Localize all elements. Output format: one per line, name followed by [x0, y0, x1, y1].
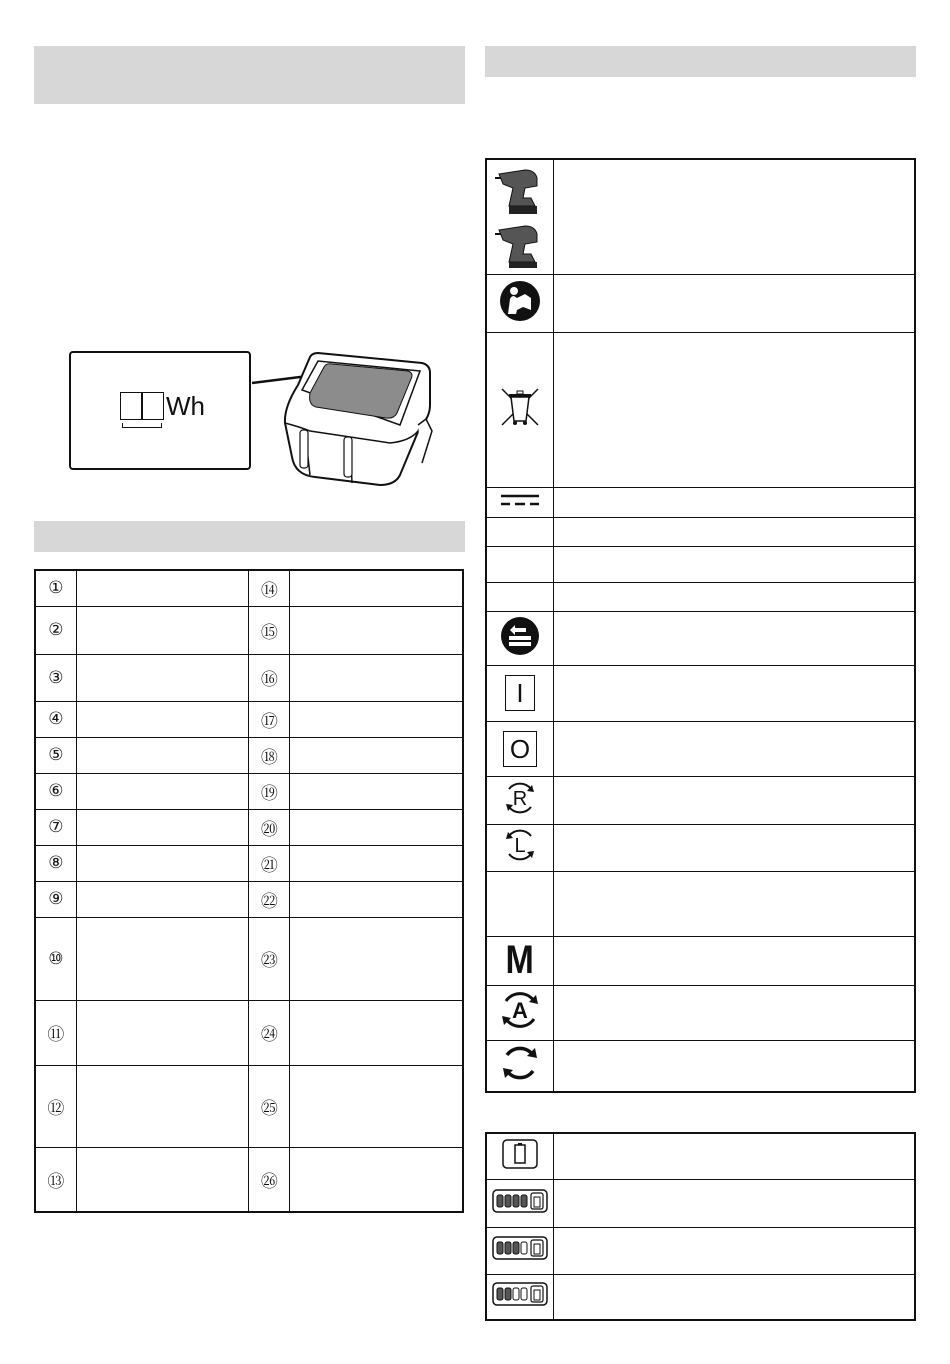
- symbol-row: [486, 776, 915, 824]
- battery-row: [486, 1227, 915, 1274]
- on-icon-cell: [486, 665, 554, 721]
- manual-mode-icon: M: [505, 938, 535, 982]
- r-letter: R: [512, 787, 528, 810]
- wh-value-boxes: [120, 392, 164, 420]
- symbol-description: [554, 985, 916, 1040]
- battery-description: [554, 1227, 916, 1274]
- parts-row: [35, 881, 463, 917]
- part-description: [290, 809, 463, 845]
- symbol-description: [554, 936, 916, 985]
- auto-mode-icon-cell: [486, 985, 554, 1040]
- section-header-left-top: [34, 46, 465, 104]
- symbol-description: [554, 332, 916, 487]
- symbol-description: [554, 159, 916, 274]
- battery-description: [554, 1274, 916, 1320]
- parts-row: [35, 654, 463, 701]
- symbol-description: [554, 611, 916, 665]
- empty-icon-cell: [486, 517, 554, 546]
- cycle-icon-cell: [486, 1040, 554, 1092]
- auto-mode-icon: [499, 989, 541, 1031]
- battery-bar-empty: [513, 1288, 519, 1300]
- part-description: [290, 773, 463, 809]
- part-number: ⑮: [249, 606, 290, 654]
- battery-pack-icon: [240, 345, 440, 495]
- part-description: [290, 606, 463, 654]
- part-description: [290, 1065, 463, 1147]
- symbol-row: [486, 517, 915, 546]
- symbol-description: [554, 824, 916, 871]
- battery-bar-filled: [505, 1288, 511, 1300]
- drill-icon-cell: [486, 159, 554, 274]
- battery-bar-filled: [505, 1242, 511, 1254]
- battery-indicator-icon: [502, 1139, 538, 1169]
- battery-bar-filled: [497, 1242, 503, 1254]
- symbols-table: [485, 158, 916, 1093]
- part-description: [290, 1147, 463, 1212]
- part-number: ㉒: [249, 881, 290, 917]
- a-letter: A: [512, 998, 528, 1023]
- symbol-row: [486, 871, 915, 936]
- part-description: [290, 881, 463, 917]
- symbol-row: [486, 824, 915, 871]
- symbol-row: [486, 332, 915, 487]
- part-description: [76, 1065, 249, 1147]
- battery-level-3-icon: [492, 1236, 548, 1260]
- battery-removal-icon-cell: [486, 611, 554, 665]
- part-number: ㉖: [249, 1147, 290, 1212]
- part-number: ⑦: [35, 809, 76, 845]
- part-number: ⑯: [249, 654, 290, 701]
- battery-bar-filled: [505, 1195, 511, 1207]
- symbol-row: [486, 985, 915, 1040]
- symbol-description: [554, 274, 916, 332]
- part-number: ③: [35, 654, 76, 701]
- parts-table: [34, 569, 464, 1213]
- part-number: ⑭: [249, 570, 290, 606]
- symbol-description: [554, 665, 916, 721]
- on-switch-icon: I: [505, 675, 535, 711]
- part-description: [290, 701, 463, 737]
- parts-row: [35, 917, 463, 1000]
- symbol-row: [486, 582, 915, 611]
- parts-row: [35, 809, 463, 845]
- parts-row: [35, 845, 463, 881]
- part-number: ⑧: [35, 845, 76, 881]
- part-number: ⑫: [35, 1065, 76, 1147]
- part-description: [290, 1000, 463, 1065]
- part-number: ㉓: [249, 917, 290, 1000]
- battery-empty-cell: [486, 1133, 554, 1179]
- parts-row: [35, 737, 463, 773]
- part-description: [76, 1000, 249, 1065]
- off-icon-cell: [486, 721, 554, 776]
- symbol-description: [554, 1040, 916, 1092]
- battery-bar-filled: [513, 1195, 519, 1207]
- part-description: [76, 570, 249, 606]
- part-number: ⑳: [249, 809, 290, 845]
- symbol-description: [554, 517, 916, 546]
- weee-icon-cell: [486, 332, 554, 487]
- empty-icon-cell: [486, 582, 554, 611]
- battery-bar-filled: [513, 1242, 519, 1254]
- part-description: [290, 654, 463, 701]
- parts-row: [35, 773, 463, 809]
- part-number: ⑨: [35, 881, 76, 917]
- empty-icon-cell: [486, 546, 554, 582]
- symbol-row: [486, 721, 915, 776]
- battery-level-table: [485, 1132, 916, 1321]
- mode-m-icon-cell: [486, 936, 554, 985]
- section-header-right-top: [485, 46, 916, 77]
- symbol-description: [554, 582, 916, 611]
- part-number: ⑪: [35, 1000, 76, 1065]
- read-manual-icon: [499, 280, 541, 322]
- parts-row: [35, 606, 463, 654]
- battery-bar-filled: [497, 1288, 503, 1300]
- symbol-description: [554, 776, 916, 824]
- part-description: [290, 570, 463, 606]
- parts-row: [35, 1147, 463, 1212]
- part-description: [76, 773, 249, 809]
- part-description: [290, 737, 463, 773]
- battery-level-cell: [486, 1274, 554, 1320]
- battery-row: [486, 1274, 915, 1320]
- part-number: ⑩: [35, 917, 76, 1000]
- symbol-description: [554, 546, 916, 582]
- symbol-row: [486, 1040, 915, 1092]
- part-description: [76, 654, 249, 701]
- crossed-out-bin-icon: [498, 385, 542, 429]
- rotate-left-icon-cell: [486, 824, 554, 871]
- part-description: [76, 845, 249, 881]
- battery-description: [554, 1133, 916, 1179]
- wh-brace: [122, 423, 162, 428]
- section-header-parts: [34, 521, 465, 552]
- battery-bar-filled: [497, 1195, 503, 1207]
- part-number: ⑲: [249, 773, 290, 809]
- empty-icon-cell: [486, 871, 554, 936]
- symbol-row: [486, 546, 915, 582]
- part-description: [76, 1147, 249, 1212]
- symbol-description: [554, 721, 916, 776]
- l-letter: L: [514, 835, 526, 857]
- part-number: ⑤: [35, 737, 76, 773]
- screwdriver-drill-icon: [495, 160, 545, 268]
- part-number: ⑰: [249, 701, 290, 737]
- battery-bar-empty: [521, 1288, 527, 1300]
- battery-level-cell: [486, 1227, 554, 1274]
- battery-row: [486, 1179, 915, 1227]
- symbol-row: [486, 936, 915, 985]
- battery-level-cell: [486, 1179, 554, 1227]
- part-description: [76, 701, 249, 737]
- part-number: ㉔: [249, 1000, 290, 1065]
- part-number: ⑥: [35, 773, 76, 809]
- wh-label: Wh: [166, 391, 205, 421]
- part-number: ②: [35, 606, 76, 654]
- part-description: [76, 737, 249, 773]
- battery-description: [554, 1179, 916, 1227]
- part-number: ①: [35, 570, 76, 606]
- part-description: [76, 606, 249, 654]
- battery-level-4-icon: [492, 1189, 548, 1213]
- battery-bar-filled: [521, 1195, 527, 1207]
- rotate-right-icon-cell: [486, 776, 554, 824]
- dc-icon-cell: [486, 487, 554, 517]
- direct-current-icon: [500, 492, 540, 508]
- battery-level-2-icon: [492, 1282, 548, 1306]
- part-description: [290, 917, 463, 1000]
- symbol-row: [486, 611, 915, 665]
- symbol-row: [486, 665, 915, 721]
- part-number: ⑬: [35, 1147, 76, 1212]
- part-description: [76, 917, 249, 1000]
- part-number: ㉕: [249, 1065, 290, 1147]
- wh-callout: [69, 351, 251, 470]
- parts-row: [35, 570, 463, 606]
- symbol-description: [554, 871, 916, 936]
- rotation-cycle-icon: [500, 1043, 540, 1083]
- battery-row: [486, 1133, 915, 1179]
- part-description: [290, 845, 463, 881]
- parts-row: [35, 701, 463, 737]
- battery-bar-empty: [521, 1242, 527, 1254]
- rotate-right-icon: [501, 779, 539, 817]
- parts-row: [35, 1000, 463, 1065]
- symbol-row: [486, 487, 915, 517]
- part-number: ㉑: [249, 845, 290, 881]
- off-switch-icon: O: [503, 731, 537, 767]
- part-description: [76, 881, 249, 917]
- parts-row: [35, 1065, 463, 1147]
- part-number: ④: [35, 701, 76, 737]
- symbol-description: [554, 487, 916, 517]
- battery-removal-icon: [500, 616, 540, 656]
- part-number: ⑱: [249, 737, 290, 773]
- rotate-left-icon: [501, 826, 539, 864]
- symbol-row: [486, 159, 915, 274]
- part-description: [76, 809, 249, 845]
- manual-icon-cell: [486, 274, 554, 332]
- symbol-row: [486, 274, 915, 332]
